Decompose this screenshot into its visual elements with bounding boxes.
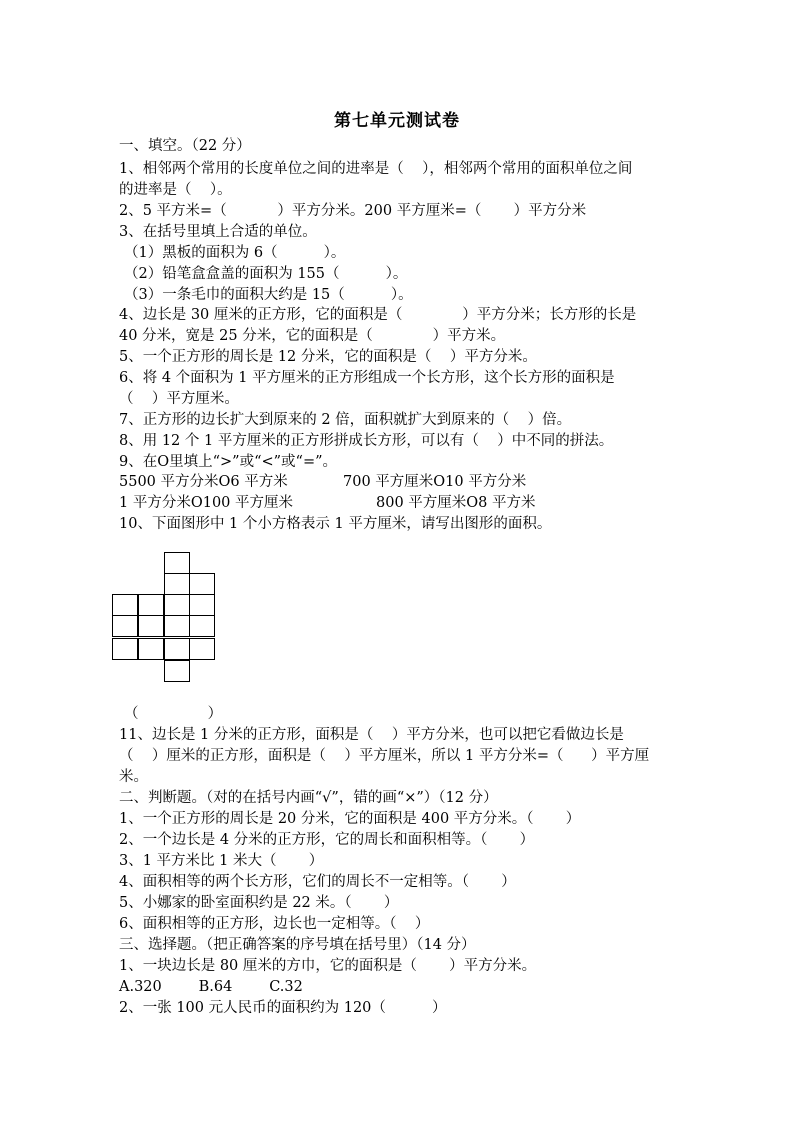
grid-cell (189, 573, 215, 595)
question-4-line-1: 4、边长是 30 厘米的正方形，它的面积是（ ）平方分米；长方形的长是 (119, 307, 637, 323)
question-8: 8、用 12 个 1 平方厘米的正方形拼成长方形，可以有（ ）中不同的拼法。 (119, 433, 614, 449)
question-3-item-3: （3）一条毛巾的面积大约是 15（ ）。 (124, 287, 413, 303)
grid-cell (138, 615, 164, 637)
choice-1-options: A.320 B.64 C.32 (119, 979, 303, 995)
question-3-item-2: （2）铅笔盒盒盖的面积为 155（ ）。 (124, 266, 408, 282)
question-2: 2、5 平方米=（ ）平方分米。200 平方厘米=（ ）平方分米 (119, 203, 587, 219)
grid-cell (164, 552, 190, 574)
question-11-line-3: 米。 (119, 769, 148, 785)
square-grid-figure (112, 552, 216, 682)
judgment-1: 1、一个正方形的周长是 20 分米，它的面积是 400 平方分米。（ ） (119, 811, 581, 827)
grid-cell (189, 615, 215, 637)
judgment-6: 6、面积相等的正方形，边长也一定相等。（ ） (119, 916, 430, 932)
judgment-5: 5、小娜家的卧室面积约是 22 米。（ ） (119, 895, 399, 911)
question-9-compare-2: 700 平方厘米O10 平方分米 (343, 474, 527, 490)
question-10: 10、下面图形中 1 个小方格表示 1 平方厘米，请写出图形的面积。 (119, 516, 552, 532)
question-1-line-1: 1、相邻两个常用的长度单位之间的进率是（ ），相邻两个常用的面积单位之间 (119, 161, 633, 177)
question-3-item-1: （1）黑板的面积为 6（ ）。 (124, 245, 346, 261)
grid-cell (164, 660, 190, 682)
question-7: 7、正方形的边长扩大到原来的 2 倍，面积就扩大到原来的（ ）倍。 (119, 412, 572, 428)
grid-cell (138, 594, 164, 616)
grid-cell (164, 594, 190, 616)
grid-cell (138, 638, 164, 660)
question-4-line-2: 40 分米，宽是 25 分米，它的面积是（ ）平方米。 (119, 328, 506, 344)
question-6-line-2: （ ）平方厘米。 (119, 391, 239, 407)
choice-1: 1、一块边长是 80 厘米的方巾，它的面积是（ ）平方分米。 (119, 958, 537, 974)
question-9-compare-4: 800 平方厘米O8 平方米 (376, 495, 536, 511)
grid-cell (112, 594, 138, 616)
section-choice-heading: 三、选择题。（把正确答案的序号填在括号里）（14 分） (119, 937, 476, 953)
question-9: 9、在O里填上“>”或“<”或“=”。 (119, 454, 338, 470)
grid-cell (164, 615, 190, 637)
choice-2: 2、一张 100 元人民币的面积约为 120（ ） (119, 1000, 447, 1016)
question-9-compare-3: 1 平方分米O100 平方厘米 (119, 495, 294, 511)
grid-cell (112, 615, 138, 637)
question-10-answer: （ ） (124, 706, 223, 722)
grid-cell (189, 594, 215, 616)
section-judgment-heading: 二、判断题。（对的在括号内画“√”，错的画“×”）（12 分） (119, 790, 498, 806)
question-5: 5、一个正方形的周长是 12 分米，它的面积是（ ）平方分米。 (119, 349, 537, 365)
section-fill-blank-heading: 一、填空。（22 分） (119, 138, 251, 154)
judgment-2: 2、一个边长是 4 分米的正方形，它的周长和面积相等。（ ） (119, 832, 535, 848)
page-title: 第七单元测试卷 (334, 111, 460, 131)
question-11-line-2: （ ）厘米的正方形，面积是（ ）平方厘米，所以 1 平方分米=（ ）平方厘 (119, 748, 650, 764)
judgment-4: 4、面积相等的两个长方形，它们的周长不一定相等。（ ） (119, 874, 516, 890)
grid-cell (189, 638, 215, 660)
grid-cell (164, 573, 190, 595)
question-6-line-1: 6、将 4 个面积为 1 平方厘米的正方形组成一个长方形，这个长方形的面积是 (119, 370, 615, 386)
grid-cell (112, 638, 138, 660)
grid-cell (164, 638, 190, 660)
question-1-line-2: 的进率是（ ）。 (119, 182, 232, 198)
question-9-compare-1: 5500 平方分米O6 平方米 (119, 474, 288, 490)
question-11-line-1: 11、边长是 1 分米的正方形，面积是（ ）平方分米，也可以把它看做边长是 (119, 727, 624, 743)
judgment-3: 3、1 平方米比 1 米大（ ） (119, 853, 324, 869)
question-3: 3、在括号里填上合适的单位。 (119, 224, 317, 240)
